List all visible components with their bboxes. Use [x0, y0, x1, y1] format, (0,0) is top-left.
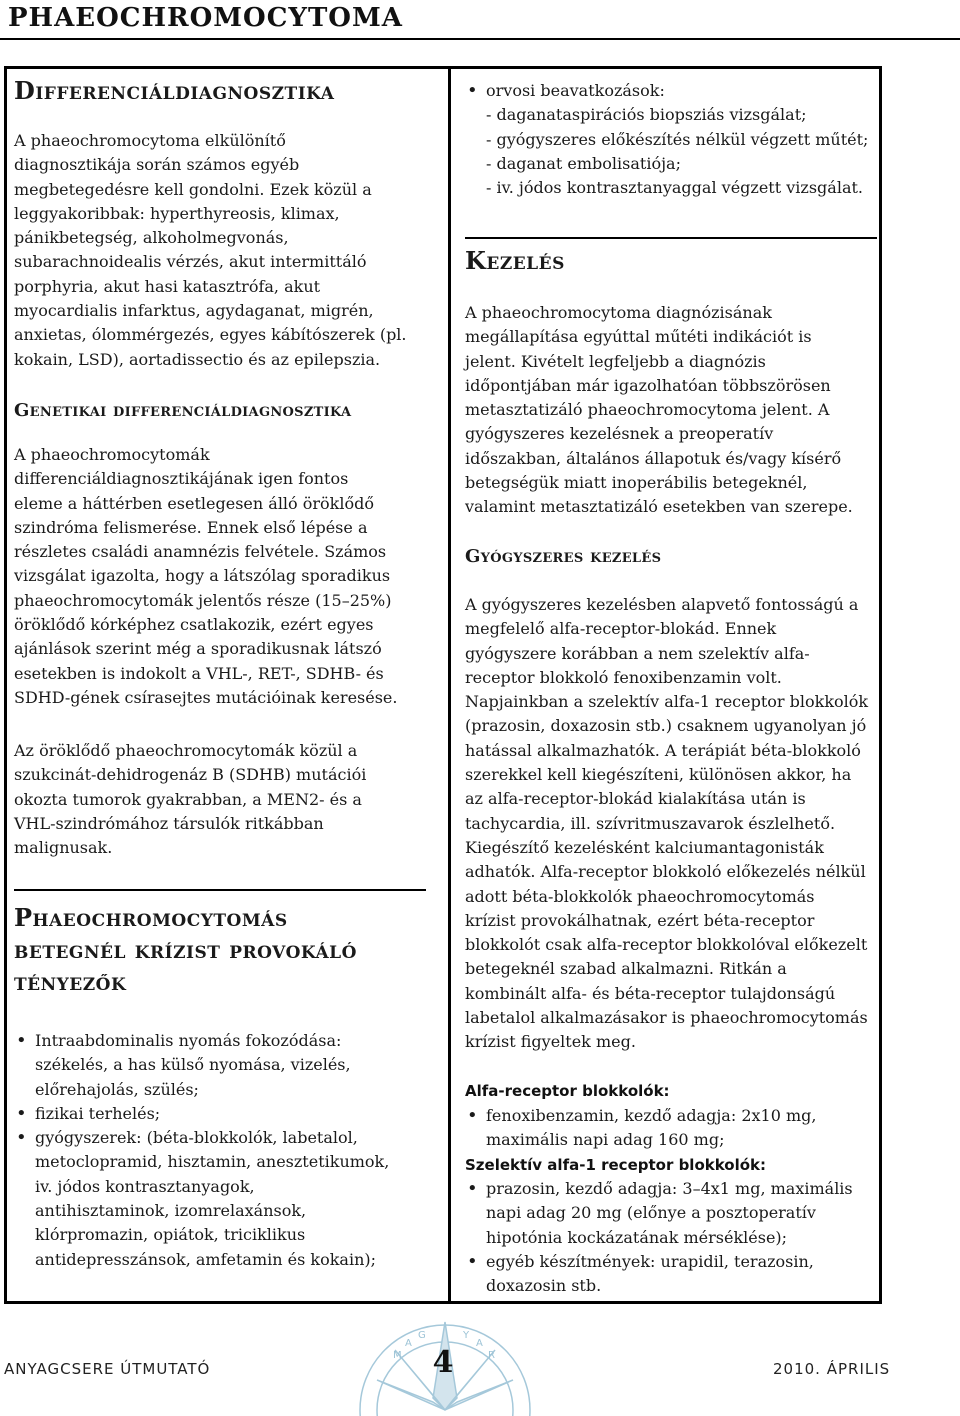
list-item: • orvosi beavatkozások: - daganataspirációs biopsziás vizsgálat; - gyógyszeres előkészítés nélkül végzett műtét; - daganat embolisatiója; - iv. jódos kontrasztanyaggal végzett vizsgálat.: [465, 79, 868, 200]
footer-date: 2010. ÁPRILIS: [773, 1360, 891, 1378]
heading-kezeles: Kezelés: [465, 246, 565, 275]
list-item: • prazosin, kezdő adagja: 3–4x1 mg, maximális napi adag 20 mg (előnye a posztoperatív hipotónia kockázatának mérséklése);: [465, 1177, 853, 1250]
compass-letter: A: [405, 1338, 412, 1349]
list-item: • Intraabdominalis nyomás fokozódása: székelés, a has külső nyomása, vizelés, előrehajolás, szülés;: [14, 1029, 389, 1102]
footer-publication: ANYAGCSERE ÚTMUTATÓ: [4, 1360, 211, 1378]
list-item: • fenoxibenzamin, kezdő adagja: 2x10 mg, maximális napi adag 160 mg;: [465, 1104, 816, 1153]
heading-alfa-receptor-blokkolok: Alfa-receptor blokkolók:: [465, 1082, 670, 1100]
page-header: [0, 0, 960, 40]
heading-differencialdiagnosztika: Differenciáldiagnosztika: [14, 76, 335, 105]
alfa-list: [465, 1104, 816, 1153]
list-item: • egyéb készítmények: urapidil, terazosin, doxazosin stb.: [465, 1250, 853, 1299]
krizis-list: [14, 1029, 389, 1272]
column-divider: [448, 69, 451, 1301]
section-rule: [14, 889, 426, 891]
heading-genetikai: Genetikai differenciáldiagnosztika: [14, 400, 352, 421]
heading-szelektiv-alfa1: Szelektív alfa-1 receptor blokkolók:: [465, 1156, 767, 1174]
paragraph-gyogyszeres-kezeles: A gyógyszeres kezelésben alapvető fontosságú a megfelelő alfa-receptor-blokád. Ennek gyógyszere korábban a nem szelektív alfa- receptor blokkoló fenoxibenzamin volt. Napjainkban a szelektív alfa-1 receptor blokkolók (prazosin, doxazosin stb.) csaknem ugyanolyan jó hatással alkalmazhatók. A terápiát béta-blokkoló szerekkel kell kiegészíteni, különösen akkor, ha az alfa-receptor-blokád kialakítása után is tachycardia, ill. szívritmuszavarok észlelhető. Kiegészítő kezelésként kalciumantagonisták adhatók. Alfa-receptor blokkoló előkezelés nélkül adott béta-blokkolók phaeochromocytomás krízist provokálhatnak, ezért béta-receptor blokkolót csak alfa-receptor blokkolóval előkezelt betegeknél szabad alkalmazni. Ritkán a kombinált alfa- és béta-receptor tulajdonságú labetalol alkalmazásakor is phaeochromocytomás krízist figyeltek meg.: [465, 595, 869, 1052]
compass-letter: M: [393, 1350, 402, 1361]
section-rule: [465, 237, 877, 239]
content-frame: [4, 66, 882, 1304]
compass-letter: G: [418, 1330, 426, 1341]
list-item: • fizikai terhelés;: [14, 1102, 389, 1126]
paragraph-genetikai: A phaeochromocytomák differenciáldiagnosztikájának igen fontos eleme a háttérben esetlegesen álló öröklődő szindróma felismerése. Ennek első lépése a részletes családi anamnézis felvétele. Számos vizsgálat igazolta, hogy a látszólag sporadikus phaeochromocytomák jelentős része (15–25%) öröklődő kórképhez csatlakozik, ezért egyes ajánlások szerint még a sporadikusnak látszó esetekben is indokolt a VHL-, RET-, SDHB- és SDHD-gének csírasejtes mutációinak keresése.: [14, 445, 398, 707]
heading-gyogyszeres-kezeles: Gyógyszeres kezelés: [465, 546, 662, 567]
compass-letter: R: [488, 1350, 495, 1361]
compass-letter: Y: [463, 1330, 470, 1341]
paragraph-oroklodo: Az öröklődő phaeochromocytomák közül a szukcinát-dehidrogenáz B (SDHB) mutációi okozta tumorok gyakrabban, a MEN2- és a VHL-szindrómához társulók ritkábban malignusak.: [14, 741, 367, 858]
szelektiv-list: [465, 1177, 853, 1298]
paragraph-differencialdiagnosztika: A phaeochromocytoma elkülönítő diagnosztikája során számos egyéb megbetegedésre kell gondolni. Ezek közül a leggyakoribbak: hyperthyreosis, klimax, pánikbetegség, alkoholmegvonás, subarachnoidealis vérzés, akut intermittáló porphyria, akut hasi katasztrófa, akut myocardialis infarktus, agydaganat, migrén, anxietas, ólommérgezés, egyes kábítószerek (pl. kokain, LSD), aortadissectio és az epilepszia.: [14, 131, 407, 369]
beavatkozasok-list: [465, 79, 868, 200]
page-number: 4: [432, 1345, 454, 1380]
compass-letter: A: [476, 1338, 483, 1349]
paragraph-kezeles: A phaeochromocytoma diagnózisának megállapítása egyúttal műtéti indikációt is jelent. Kivételt legfeljebb a diagnózis időpontjában már igazolhatóan többszörösen metasztatizáló phaeochromocytoma jelent. A gyógyszeres kezelésnek a preoperatív időszakban, általános állapotuk és/vagy kísérő betegségük miatt inoperábilis betegeknél, valamint metasztatizáló esetekben van szerepe.: [465, 303, 853, 517]
page-title: PHAEOCHROMOCYTOMA: [8, 3, 403, 33]
list-item: • gyógyszerek: (béta-blokkolók, labetalol, metoclopramid, hisztamin, anesztetikumok, iv. jódos kontrasztanyagok, antihisztaminok, izomrelaxánsok, klórpromazin, opiátok, triciklikus antidepresszánsok, amfetamin és kokain);: [14, 1126, 389, 1272]
heading-krizis-tenyezok: Phaeochromocytomás betegnél krízist provokáló tényezők: [14, 903, 357, 996]
